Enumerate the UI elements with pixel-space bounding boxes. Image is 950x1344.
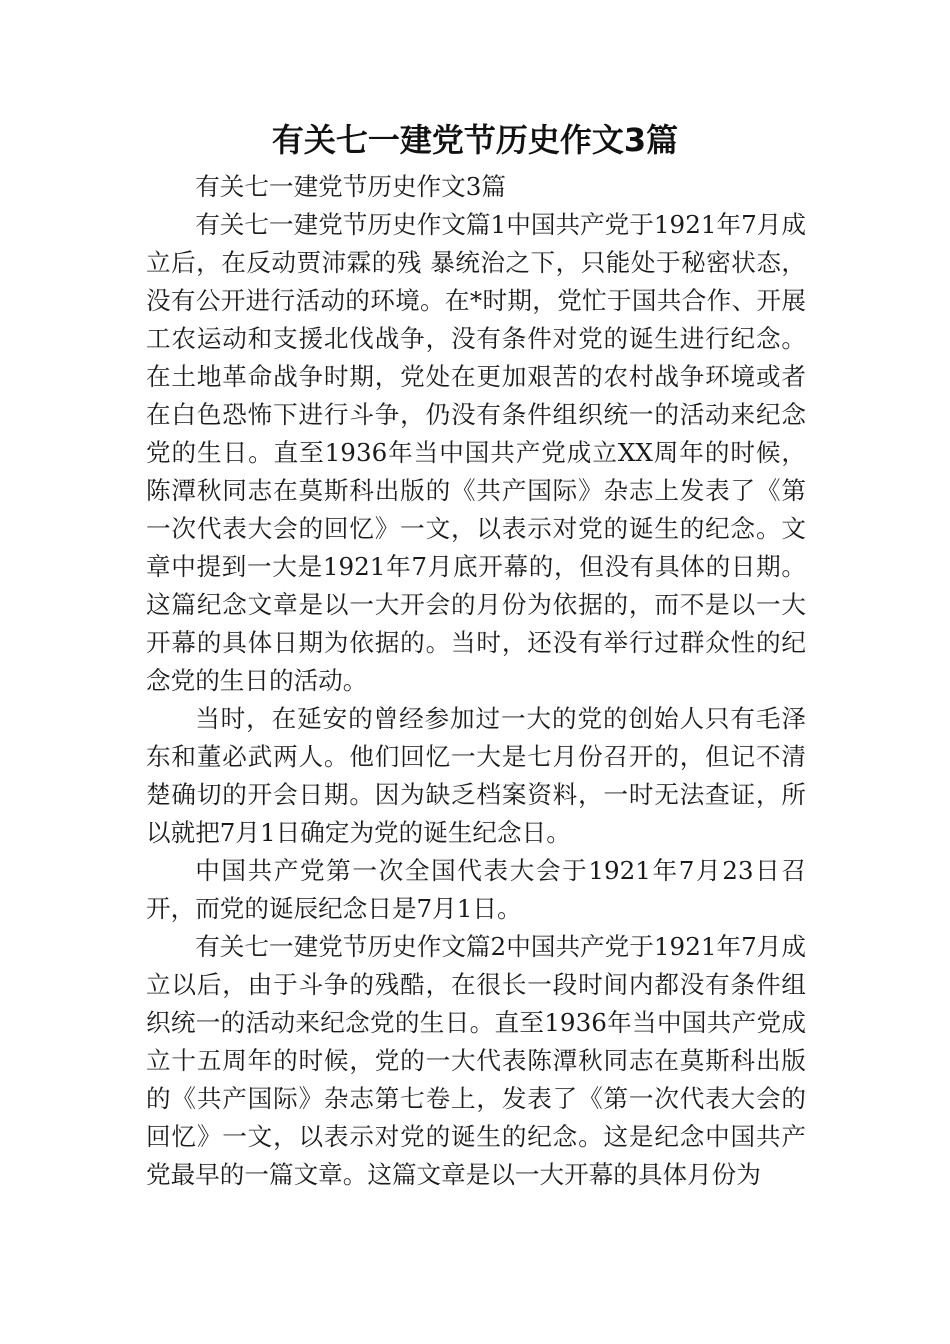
paragraph: 中国共产党第一次全国代表大会于1921年7月23日召开，而党的诞辰纪念日是7月1日。 (146, 856, 806, 923)
document-title: 有关七一建党节历史作文3篇 (271, 121, 679, 159)
paragraph: 当时，在延安的曾经参加过一大的党的创始人只有毛泽东和董必武两人。他们回忆一大是七月份召开的，但记不清楚确切的开会日期。因为缺乏档案资料，一时无法查证，所以就把7月1日确定为党的诞生纪念日。 (146, 704, 806, 847)
document-body (146, 168, 806, 1194)
paragraph: 有关七一建党节历史作文篇2中国共产党于1921年7月成立以后，由于斗争的残酷，在很长一段时间内都没有条件组织统一的活动来纪念党的生日。直至1936年当中国共产党成立十五周年的时候，党的一大代表陈潭秋同志在莫斯科出版的《共产国际》杂志第七卷上，发表了《第一次代表大会的回忆》一文，以表示对党的诞生的纪念。这是纪念中国共产党最早的一篇文章。这篇文章是以一大开幕的具体月份为 (146, 932, 806, 1189)
paragraph: 有关七一建党节历史作文篇1中国共产党于1921年7月成立后，在反动贾沛霖的残 暴统治之下，只能处于秘密状态，没有公开进行活动的环境。在*时期，党忙于国共合作、开展工农运动和支援北伐战争，没有条件对党的诞生进行纪念。在土地革命战争时期，党处在更加艰苦的农村战争环境或者在白色恐怖下进行斗争，仍没有条件组织统一的活动来纪念党的生日。直至1936年当中国共产党成立XX周年的时候，陈潭秋同志在莫斯科出版的《共产国际》杂志上发表了《第一次代表大会的回忆》一文，以表示对党的诞生的纪念。文章中提到一大是1921年7月底开幕的，但没有具体的日期。这篇纪念文章是以一大开会的月份为依据的，而不是以一大开幕的具体日期为依据的。当时，还没有举行过群众性的纪念党的生日的活动。 (146, 210, 806, 695)
paragraph: 有关七一建党节历史作文3篇 (195, 172, 506, 201)
